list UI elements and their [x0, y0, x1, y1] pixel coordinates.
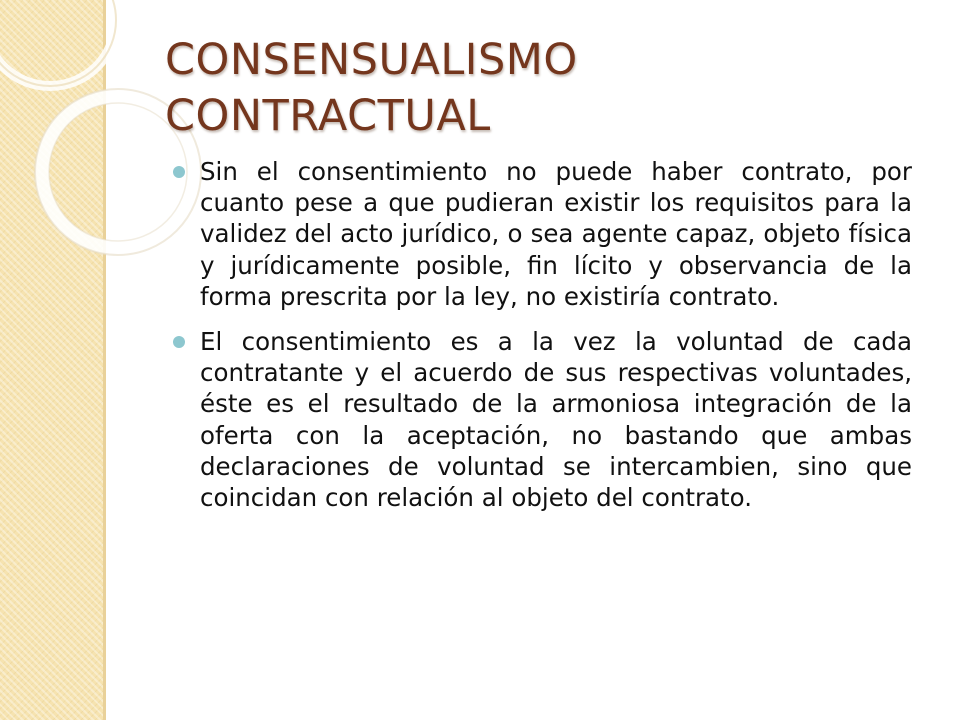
bullet-dot-icon	[173, 336, 185, 348]
slide-title-line-2: CONTRACTUAL	[165, 91, 491, 141]
slide-title-line-1: CONSENSUALISMO	[165, 35, 578, 85]
bullet-list	[200, 156, 912, 527]
bullet-item	[200, 156, 912, 312]
bullet-dot-icon	[173, 166, 185, 178]
slide-title	[165, 32, 865, 144]
bullet-text: Sin el consentimiento no puede haber contrato, por cuanto pese a que pudieran existir los requisitos para la validez del acto jurídico, o sea agente capaz, objeto física y jurídicamente posible, fin lícito y observancia de la forma prescrita por la ley, no existiría contrato.	[200, 157, 912, 311]
bullet-item	[200, 326, 912, 513]
bullet-text: El consentimiento es a la vez la voluntad de cada contratante y el acuerdo de sus respectivas voluntades, éste es el resultado de la armoniosa integración de la oferta con la aceptación, no bastando que ambas declaraciones de voluntad se intercambien, sino que coincidan con relación al objeto del contrato.	[200, 327, 912, 513]
